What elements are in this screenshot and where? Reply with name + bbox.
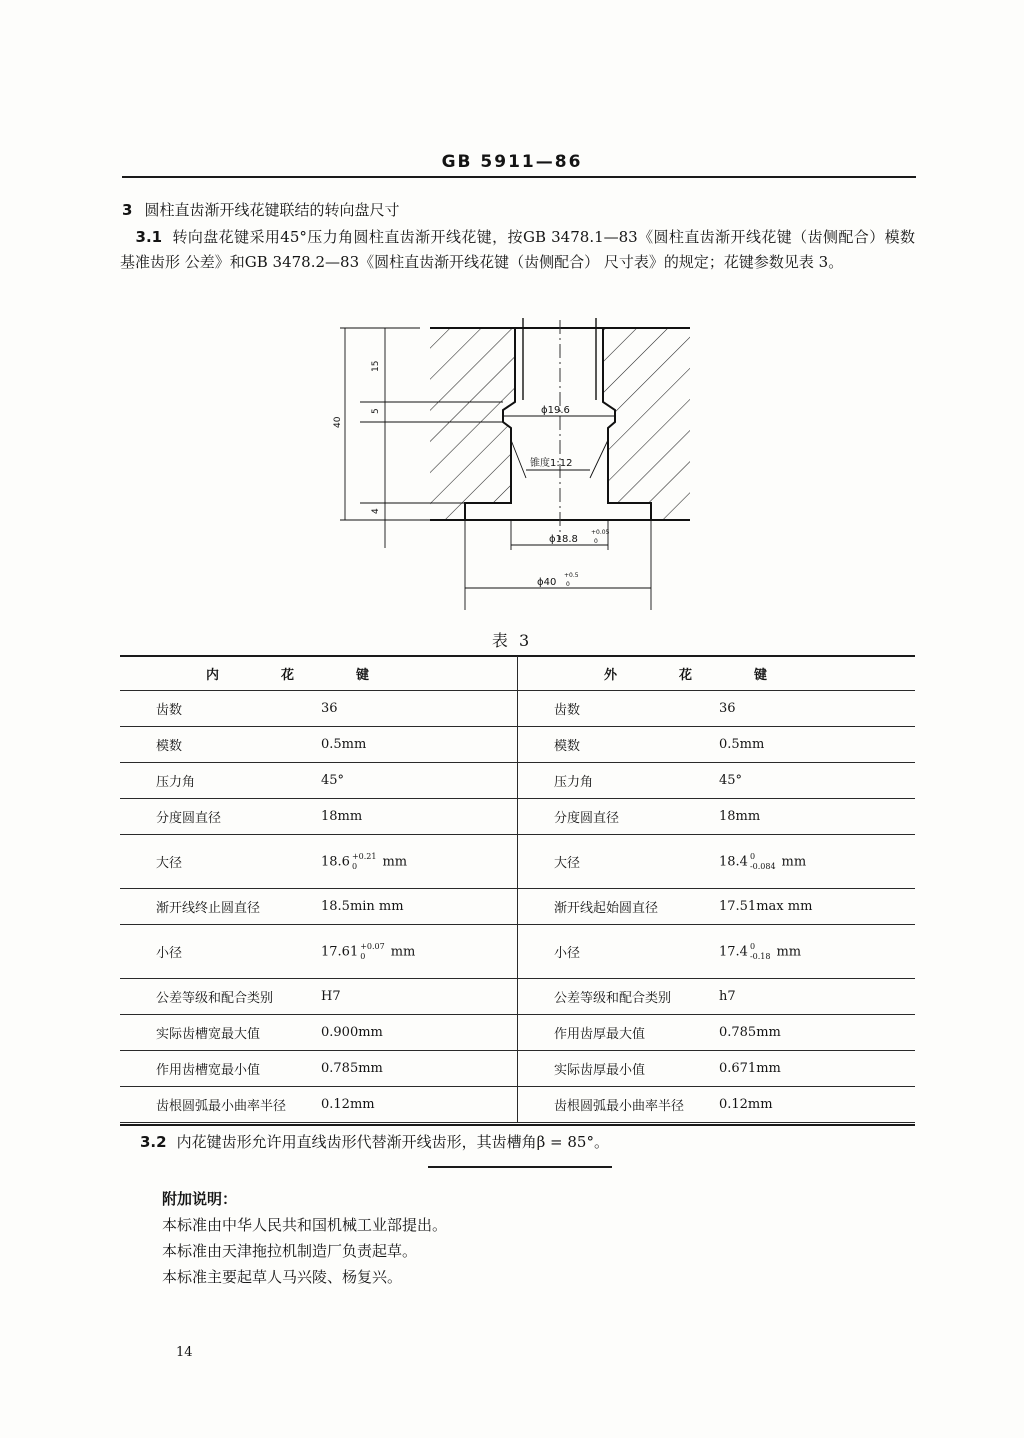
- table-row: [120, 1015, 915, 1051]
- param-name: 压力角: [517, 763, 719, 799]
- param-name: 实际齿厚最小值: [517, 1051, 719, 1087]
- clause-text: 内花键齿形允许用直线齿形代替渐开线齿形，其齿槽角β = 85°。: [176, 1133, 609, 1151]
- dim-d188: ϕ18.8: [549, 534, 578, 545]
- unit: mm: [390, 944, 416, 959]
- dim-h5: 5: [371, 408, 381, 414]
- table-row: [120, 727, 915, 763]
- section-number: 3: [122, 201, 133, 219]
- param-name: 齿根圆弧最小曲率半径: [517, 1087, 719, 1123]
- param-name: 齿数: [120, 691, 321, 727]
- param-name: 实际齿槽宽最大值: [120, 1015, 321, 1051]
- table-row: [120, 979, 915, 1015]
- section-title: 圆柱直齿渐开线花键联结的转向盘尺寸: [144, 201, 400, 219]
- additional-line: 本标准主要起草人马兴陵、杨复兴。: [162, 1268, 403, 1286]
- param-value: 17.4 0 -0.18 mm: [719, 925, 915, 979]
- param-value: 0.785mm: [719, 1015, 915, 1051]
- clause-3-2: [140, 1131, 609, 1152]
- table-row: [120, 799, 915, 835]
- table-3-caption: 表 3: [491, 631, 533, 650]
- param-name: 模数: [517, 727, 719, 763]
- param-name: 渐开线终止圆直径: [120, 889, 321, 925]
- additional-line: 本标准由中华人民共和国机械工业部提出。: [162, 1216, 448, 1234]
- clause-number: 3.1: [135, 228, 163, 246]
- param-value: 36: [719, 691, 915, 727]
- hatched-section-left: [430, 328, 515, 520]
- table-row: [120, 1051, 915, 1087]
- param-name: 齿根圆弧最小曲率半径: [120, 1087, 321, 1123]
- param-value: 0.12mm: [321, 1087, 517, 1123]
- param-name: 公差等级和配合类别: [120, 979, 321, 1015]
- param-value: H7: [321, 979, 517, 1015]
- unit: mm: [781, 854, 807, 869]
- param-name: 大径: [120, 835, 321, 889]
- steering-wheel-spline-drawing: [320, 310, 710, 615]
- param-value: 0.785mm: [321, 1051, 517, 1087]
- param-value: 0.671mm: [719, 1051, 915, 1087]
- dim-taper: 锥度1:12: [530, 458, 573, 469]
- param-value: 36: [321, 691, 517, 727]
- dim-d40: ϕ40: [537, 577, 557, 588]
- param-value: h7: [719, 979, 915, 1015]
- param-name: 小径: [120, 925, 321, 979]
- param-value: 45°: [321, 763, 517, 799]
- dim-d188-tol-upper: +0.05: [591, 529, 610, 536]
- param-name: 分度圆直径: [517, 799, 719, 835]
- unit: mm: [382, 854, 408, 869]
- table-row: [120, 763, 915, 799]
- tolerance-lower: -0.18: [749, 951, 771, 961]
- param-value: 18mm: [321, 799, 517, 835]
- param-value: 17.51max mm: [719, 889, 915, 925]
- additional-notes: [162, 1186, 447, 1290]
- param-name: 模数: [120, 727, 321, 763]
- param-value: 0.5mm: [321, 727, 517, 763]
- table-row: [120, 925, 915, 979]
- tolerance-lower: -0.084: [749, 861, 776, 871]
- param-value: 18.5min mm: [321, 889, 517, 925]
- dim-d40-tol-upper: +0.5: [564, 572, 579, 579]
- param-value: 17.61 +0.07 0 mm: [321, 925, 517, 979]
- tolerance-lower: 0: [351, 861, 358, 871]
- table-row: [120, 889, 915, 925]
- dim-h15: 15: [371, 360, 381, 372]
- param-value: 18.6 +0.21 0 mm: [321, 835, 517, 889]
- hatched-section-right: [603, 328, 690, 520]
- dim-d188-tol-lower: 0: [594, 538, 598, 545]
- section-3-heading: [122, 199, 399, 220]
- param-name: 渐开线起始圆直径: [517, 889, 719, 925]
- table-row: [120, 1087, 915, 1123]
- param-value: 0.900mm: [321, 1015, 517, 1051]
- param-name: 作用齿槽宽最小值: [120, 1051, 321, 1087]
- tolerance-lower: 0: [360, 951, 366, 961]
- param-name: 公差等级和配合类别: [517, 979, 719, 1015]
- param-name: 分度圆直径: [120, 799, 321, 835]
- clause-number: 3.2: [140, 1133, 167, 1151]
- table-3: [120, 656, 915, 1123]
- table-row: [120, 835, 915, 889]
- dim-h40: 40: [333, 416, 343, 428]
- tolerance-upper: +0.07: [360, 941, 385, 951]
- page-number: 14: [176, 1345, 193, 1360]
- param-value: 18.4 0 -0.084 mm: [719, 835, 915, 889]
- header-rule: [122, 176, 916, 178]
- param-value: 0.5mm: [719, 727, 915, 763]
- additional-heading: 附加说明：: [162, 1190, 238, 1208]
- param-name: 齿数: [517, 691, 719, 727]
- param-name: 作用齿厚最大值: [517, 1015, 719, 1051]
- end-rule: [428, 1166, 612, 1168]
- param-value: 18mm: [719, 799, 915, 835]
- dim-h4: 4: [371, 508, 381, 514]
- dim-d196: ϕ19.6: [541, 405, 570, 416]
- internal-spline-header: 内花键: [120, 656, 517, 691]
- param-name: 压力角: [120, 763, 321, 799]
- tolerance-upper: 0: [749, 851, 756, 861]
- table-bottom-rule: [120, 1124, 915, 1126]
- table-row: [120, 691, 915, 727]
- page-header-title: GB 5911—86: [441, 152, 583, 172]
- tolerance-upper: +0.21: [351, 851, 377, 861]
- tolerance-upper: 0: [749, 941, 756, 951]
- clause-3-1: [120, 225, 915, 275]
- param-name: 大径: [517, 835, 719, 889]
- external-spline-header: 外花键: [517, 656, 915, 691]
- param-value: 45°: [719, 763, 915, 799]
- dim-d40-tol-lower: 0: [566, 581, 570, 588]
- table-header-row: [120, 656, 915, 691]
- param-name: 小径: [517, 925, 719, 979]
- clause-text: 转向盘花键采用45°压力角圆柱直齿渐开线花键，按GB 3478.1—83《圆柱直齿渐开线花键（齿侧配合）模数 基准齿形 公差》和GB 3478.2—83《圆柱直齿渐开线花键（齿侧配合） 尺寸表》的规定；花键参数见表 3。: [120, 228, 916, 271]
- unit: mm: [776, 944, 802, 959]
- additional-line: 本标准由天津拖拉机制造厂负责起草。: [162, 1242, 418, 1260]
- param-value: 0.12mm: [719, 1087, 915, 1123]
